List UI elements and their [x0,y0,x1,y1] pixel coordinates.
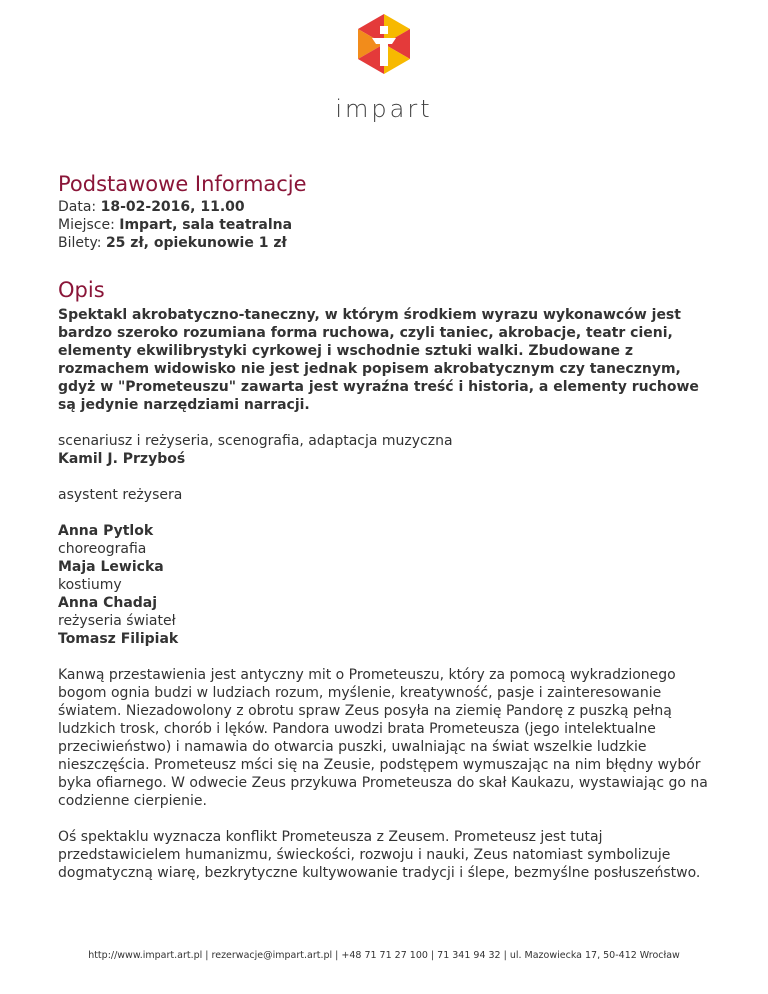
credit-role: scenariusz i reżyseria, scenografia, adaptacja muzyczna [58,433,453,449]
credit-person: Maja Lewicka [58,559,164,575]
date-label: Data: [58,199,97,215]
credit-person: Kamil J. Przyboś [58,451,186,467]
opis-lead: Spektakl akrobatyczno-taneczny, w którym środkiem wyrazu wykonawców jest bardzo szeroko rozumiana forma ruchowa, czyli taniec, akrobacje, teatr cieni, elementy ekwilibrystyki cyrkowej i wschodnie sztuki walki. Zbudowane z rozmachem widowisko nie jest jednak popisem akrobatycznym czy tanecznym, gdyż w "Prometeuszu" zawarta jest wyraźna treść i historia, a elementy ruchowe są jedynie narzędziami narracji. [58,307,699,413]
logo-wordmark: impart [335,95,433,123]
credits-list [58,432,718,648]
info-heading: Podstawowe Informacje [58,172,307,196]
credit-role: asystent reżysera [58,487,183,503]
credit-person: Anna Chadaj [58,595,158,611]
credit-role: reżyseria świateł [58,613,176,629]
tickets-label: Bilety: [58,235,102,251]
impart-logo-icon [358,14,410,86]
tickets-row [58,234,718,252]
credit-role: choreografia [58,541,147,557]
main-content [58,170,718,882]
place-row [58,216,718,234]
credit-role: kostiumy [58,577,122,593]
credit-person: Anna Pytlok [58,523,154,539]
impart-logo [320,12,448,123]
date-value: 18-02-2016, 11.00 [100,199,245,215]
credit-person: Tomasz Filipiak [58,631,179,647]
body-paragraph: Oś spektaklu wyznacza konflikt Prometeusza z Zeusem. Prometeusz jest tutaj przedstawicielem humanizmu, świeckości, rozwoju i nauki, Zeus natomiast symbolizuje dogmatyczną wiarę, bezkrytyczne kultywowanie tradycji i ślepe, bezmyślne posłuszeństwo. [58,829,701,881]
opis-heading: Opis [58,278,105,302]
info-block [58,198,718,252]
tickets-value: 25 zł, opiekunowie 1 zł [105,235,287,251]
footer-contact: http://www.impart.art.pl | rezerwacje@impart.art.pl | +48 71 71 27 100 | 71 341 94 32 | ul. Mazowiecka 17, 50-412 Wrocław [88,950,680,961]
place-label: Miejsce: [58,217,115,233]
date-row [58,198,718,216]
place-value: Impart, sala teatralna [119,217,293,233]
body-paragraph: Kanwą przestawienia jest antyczny mit o Prometeuszu, który za pomocą wykradzionego bogom ognia budzi w ludziach rozum, myślenie, kreatywność, pasje i zainteresowanie światem. Niezadowolony z obrotu spraw Zeus posyła na ziemię Pandorę z puszką pełną ludzkich trosk, chorób i lęków. Pandora uwodzi brata Prometeusza (jego intelektualne przeciwieństwo) i namawia do otwarcia puszki, uwalniając na świat wszelkie ludzkie nieszczęścia. Prometeusz mści się na Zeusie, podstępem wymuszając na nim błędny wybór byka ofiarnego. W odwecie Zeus przykuwa Prometeusza do skał Kaukazu, wystawiając go na codzienne cierpienie. [58,667,708,809]
